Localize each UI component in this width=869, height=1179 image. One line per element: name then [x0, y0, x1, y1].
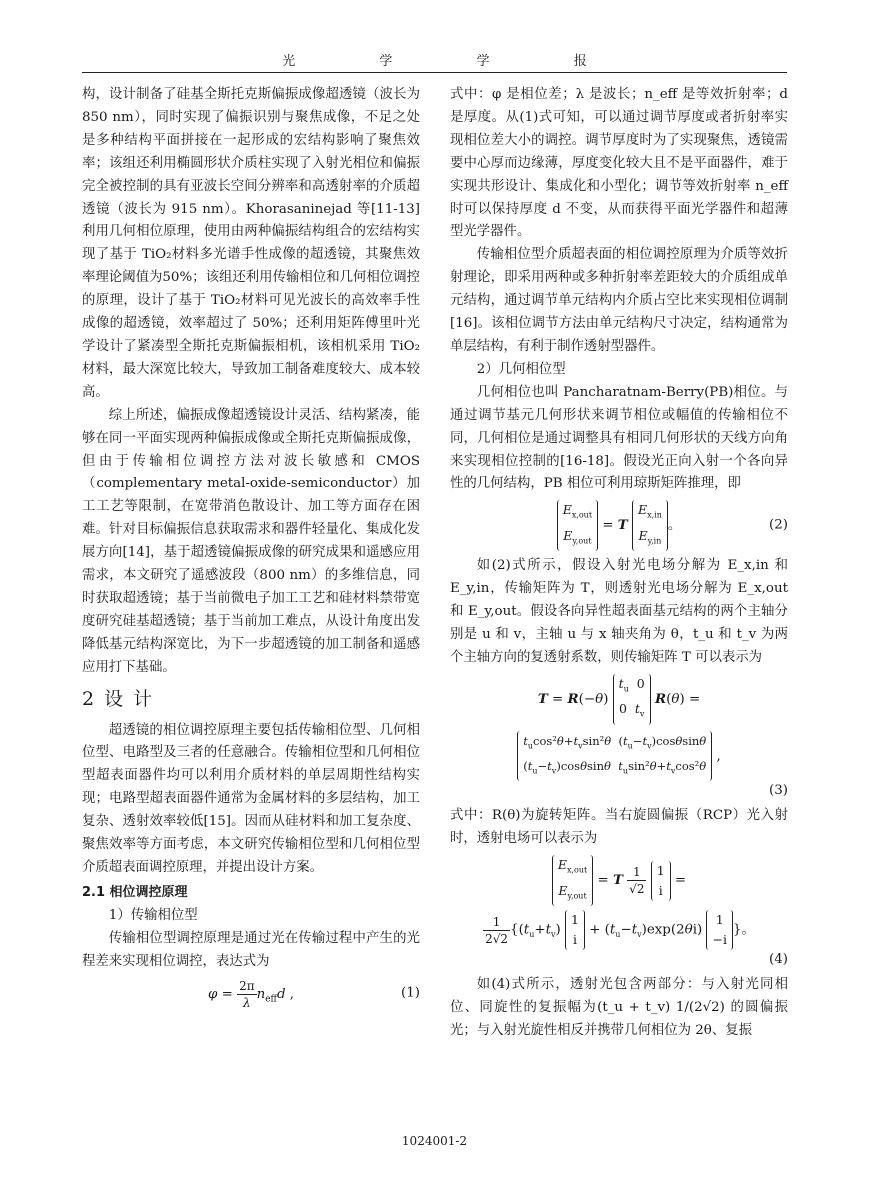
list-item: 1）传输相位型: [108, 907, 198, 923]
equation-2: $E_{x,out}$ $E_{y,out} = T$ $E_{x,in}$ $E_{y,in}$。 (2): [450, 500, 788, 551]
section-heading: 2 设 计: [82, 687, 155, 710]
list-item: 2）几何相位型: [476, 361, 566, 377]
paragraph: 几何相位也叫 Pancharatnam-Berry(PB)相位。与通过调节基元几何形状来调节相位或幅值的传输相位不同，几何相位是通过调整具有相同几何形状的天线方向角来实现相位控制的[16-18]。假设光正向入射一个各向异性的几何结构，PB 相位可利用琼斯矩阵推理，即: [450, 384, 788, 492]
equation-number: (4): [769, 952, 788, 968]
paragraph: 传输相位型调控原理是通过光在传输过程中产生的光程差来实现相位调控，表达式为: [82, 930, 420, 969]
right-column: [450, 84, 788, 1043]
paragraph: 传输相位型介质超表面的相位调控原理为介质等效折射理论，即采用两种或多种折射率差距较大的介质组成单元结构，通过调节单元结构内介质占空比来实现相位调制[16]。该相位调节方法由单元结构尺寸决定，结构通常为单层结构，有利于制作透射型器件。: [450, 247, 788, 354]
paragraph: 如(2)式所示，假设入射光电场分解为 E_x,in 和 E_y,in，传输矩阵为 T，则透射光电场分解为 E_x,out 和 E_y,out。假设各向异性超表面基元结构的两个主轴分别是 u 和 v，主轴 u 与 x 轴夹角为 θ，t_u 和 t_v 为两个主轴方向的复透射系数，则传输矩阵 T 可以表示为: [450, 558, 788, 665]
paragraph: 超透镜的相位调控原理主要包括传输相位型、几何相位型、电路型及三者的任意融合。传输相位型和几何相位型超表面器件均可以利用介质材料的单层周期性结构实现；电路型超表面器件通常为金属材料的多层结构，加工复杂、透射效率较低[15]。因而从硅材料和加工复杂度、聚焦效率等方面考虑，本文研究传输相位型和几何相位型介质超表面调控原理，并提出设计方案。: [82, 722, 420, 875]
subsection-heading: 2.1 相位调控原理: [82, 884, 188, 900]
equation-number: (3): [769, 783, 788, 799]
equation-3: T = R(−θ) $t_u$ 0 0 $t_v$ R(θ) = $t_u\cos^2\theta+t_v\sin^2\theta$ $(t_u-t_v)\cos\theta\sin\theta$ $(t_u-t_v)\cos\theta\sin\theta$ $t_u\sin^2\theta+t_v\cos^2\theta$ , (3): [450, 674, 788, 802]
paragraph: 式中：R(θ)为旋转矩阵。当右旋圆偏振（RCP）光入射时，透射电场可以表示为: [450, 808, 788, 847]
equation-4: $E_{x,out}$ $E_{y,out} = T$ $\frac{1}{√2}$ 1 i = $\frac{1}{2√2}$ {$(t_u+t_v)$ 1 $i + (t_u-t_v)\exp(2\theta i)$ 1 −i}。 (4): [450, 855, 788, 970]
page-number: 1024001-2: [401, 1134, 468, 1148]
journal-name: 光 学 学 报: [282, 54, 627, 69]
left-column: [82, 84, 420, 1015]
equation-number: (1): [401, 985, 420, 1001]
paragraph: 如(4)式所示，透射光包含两部分：与入射光同相位、同旋性的复振幅为(t_u + t_v) 1/(2√2) 的圆偏振光；与入射光旋性相反并携带几何相位为 2θ、复振: [450, 977, 788, 1039]
equation-number: (2): [769, 517, 788, 533]
equation-1: φ = $\frac{2\pi}{\lambda}$ $n_{eff}d$ , (1): [207, 978, 420, 1010]
paragraph: 式中：φ 是相位差；λ 是波长；n_eff 是等效折射率；d 是厚度。从(1)式可知，可以通过调节厚度或者折射率实现相位差大小的调控。调节厚度时为了实现聚焦，透镜需要中心厚而边缘薄，厚度变化较大且不是平面器件，难于实现共形设计、集成化和小型化；调节等效折射率 n_eff 时可以保持厚度 d 不变，从而获得平面光学器件和超薄型光学器件。: [450, 87, 788, 240]
paragraph: 综上所述，偏振成像超透镜设计灵活、结构紧凑，能够在同一平面实现两种偏振成像或全斯托克斯偏振成像，但由于传输相位调控方法对波长敏感和 CMOS（complementary metal-oxide-semiconductor）加工工艺等限制，在宽带消色散设计、加工等方面存在困难。针对目标偏振信息获取需求和器件轻量化、集成化发展方向[14]，基于超透镜偏振成像的研究成果和遥感应用需求，本文研究了遥感波段（800 nm）的多维信息，同时获取超透镜；基于当前微电子加工工艺和硅材料禁带宽度研究硅基超透镜；基于当前加工难点，从设计角度出发降低基元结构深宽比，为下一步超透镜的加工制备和遥感应用打下基础。: [82, 407, 420, 675]
paragraph: 构，设计制备了硅基全斯托克斯偏振成像超透镜（波长为850 nm），同时实现了偏振识别与聚焦成像，不足之处是多种结构平面拼接在一起形成的宏结构影响了聚焦效率；该组还利用椭圆形状介质柱实现了入射光相位和偏振完全被控制的具有亚波长空间分辨率和高透射率的介质超透镜（波长为 915 nm）。Khorasaninejad 等[11-13] 利用几何相位原理，使用由两种偏振结构组合的宏结构实现了基于 TiO₂材料多光谱手性成像的超透镜，其聚焦效率理论阈值为50%；该组还利用传输相位和几何相位调控的原理，设计了基于 TiO₂材料可见光波长的高效率手性成像的超透镜，效率超过了 50%；还利用矩阵傅里叶光学设计了紧凑型全斯托克斯偏振相机，该相机采用 TiO₂材料，最大深宽比较大，导致加工制备难度较大、成本较高。: [82, 87, 420, 400]
running-header: [82, 50, 787, 73]
